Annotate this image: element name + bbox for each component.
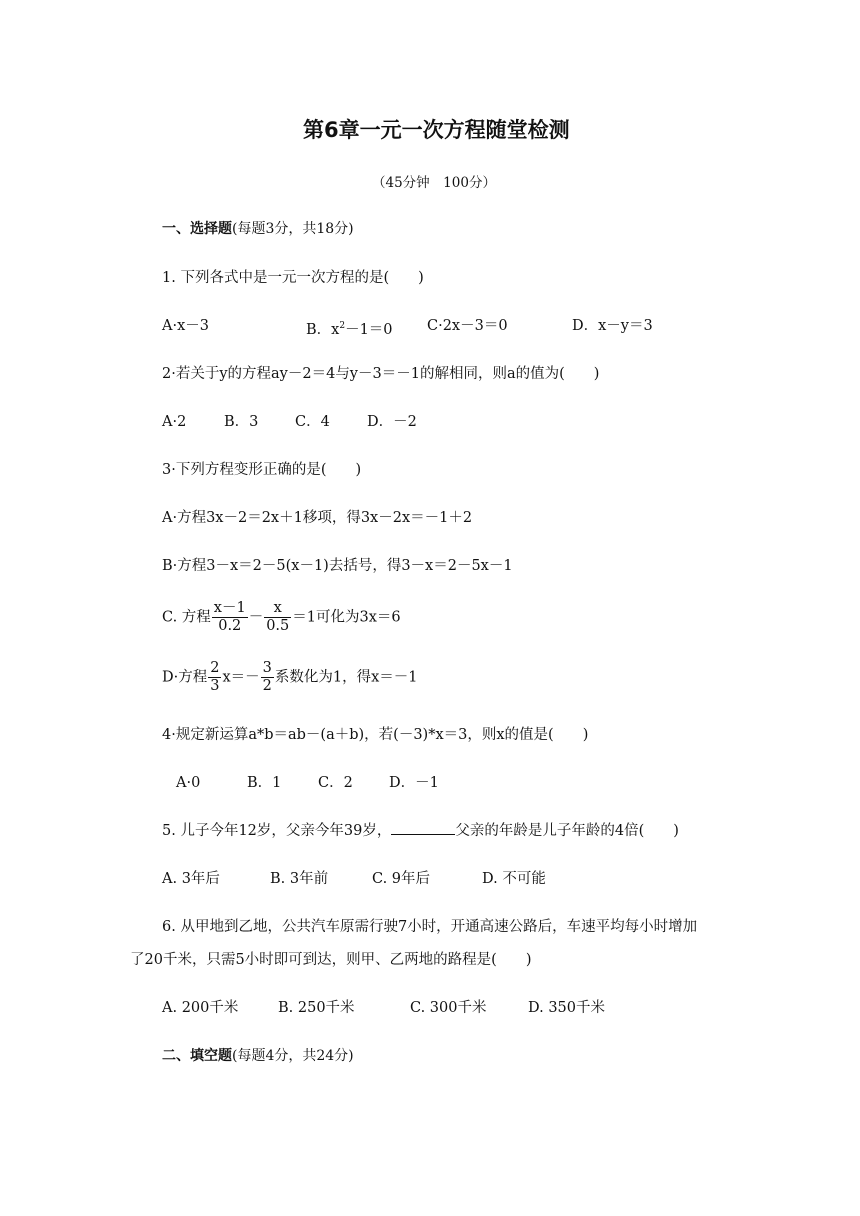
question-6-stem-line-1: 6. 从甲地到乙地，公共汽车原需行驶7小时，开通高速公路后，车速平均每小时增加 — [162, 919, 698, 935]
fraction-1 — [212, 600, 248, 635]
question-3-option-c — [162, 600, 401, 635]
question-3-option-b: B·方程3－x＝2－5(x－1)去括号，得3－x＝2－5x－1 — [162, 558, 513, 574]
question-5-option-c: C. 9年后 — [372, 871, 431, 887]
page-subtitle: （45分钟 100分） — [372, 175, 496, 191]
fraction-2-denominator: 0.5 — [266, 618, 290, 634]
fraction-3-numerator: 2 — [210, 660, 220, 676]
question-2-stem: 2·若关于y的方程ay－2＝4与y－3＝－1的解相同，则a的值为( ) — [162, 366, 600, 382]
question-6-option-c: C. 300千米 — [410, 1000, 487, 1016]
question-6-option-b: B. 250千米 — [278, 1000, 355, 1016]
section-2-heading — [162, 1046, 354, 1066]
fraction-3-denominator: 3 — [210, 678, 220, 694]
question-5-stem — [162, 820, 679, 841]
answer-blank — [391, 820, 455, 835]
question-6-option-d: D. 350千米 — [528, 1000, 606, 1016]
fraction-1-numerator: x－1 — [213, 600, 246, 616]
section-2-note: (每题4分，共24分) — [232, 1048, 354, 1064]
question-4-stem: 4·规定新运算a*b＝ab－(a＋b)，若(－3)*x＝3，则x的值是( ) — [162, 727, 589, 743]
question-4-option-a: A·0 — [176, 775, 201, 791]
question-1-stem: 1. 下列各式中是一元一次方程的是( ) — [162, 270, 424, 286]
question-6-stem-line-2: 了20千米，只需5小时即可到达，则甲、乙两地的路程是( ) — [130, 952, 532, 968]
option-d-middle: x＝－ — [222, 669, 260, 686]
option-b-exponent: 2 — [339, 321, 346, 331]
fraction-2-numerator: x — [264, 600, 291, 618]
question-3-option-d — [162, 660, 418, 695]
section-1-note: (每题3分，共18分) — [232, 221, 354, 237]
section-2-title: 二、填空题 — [162, 1048, 232, 1064]
fraction-2 — [264, 600, 291, 635]
option-b-base: B．x — [306, 321, 340, 338]
option-d-prefix: D·方程 — [162, 669, 208, 686]
fraction-1-denominator: 0.2 — [218, 618, 242, 634]
question-5-option-d: D. 不可能 — [482, 871, 546, 887]
question-1-option-c: C·2x－3＝0 — [427, 318, 508, 334]
option-c-prefix: C. 方程 — [162, 609, 211, 626]
question-2-option-c: C．4 — [295, 414, 330, 430]
question-1-option-b — [306, 316, 393, 340]
question-2-option-d: D．－2 — [367, 414, 417, 430]
option-c-suffix: ＝1可化为3x＝6 — [292, 609, 401, 626]
question-5-stem-start: 5. 儿子今年12岁，父亲今年39岁， — [162, 823, 392, 839]
option-d-suffix: 系数化为1，得x＝－1 — [274, 669, 418, 686]
fraction-3 — [208, 660, 221, 695]
question-3-option-a: A·方程3x－2＝2x＋1移项，得3x－2x＝－1＋2 — [162, 510, 473, 526]
question-5-option-b: B. 3年前 — [270, 871, 329, 887]
question-1-option-a: A·x－3 — [162, 318, 209, 334]
page-title: 第6章一元一次方程随堂检测 — [303, 118, 570, 142]
option-c-minus: － — [248, 609, 264, 626]
question-2-option-a: A·2 — [162, 414, 187, 430]
question-5-stem-end: 父亲的年龄是儿子年龄的4倍( ) — [455, 823, 679, 839]
fraction-4 — [261, 660, 274, 695]
question-4-option-c: C．2 — [318, 775, 353, 791]
question-3-stem: 3·下列方程变形正确的是( ) — [162, 462, 362, 478]
section-1-title: 一、选择题 — [162, 221, 232, 237]
question-5-option-a: A. 3年后 — [162, 871, 220, 887]
question-2-option-b: B．3 — [224, 414, 259, 430]
question-4-option-b: B．1 — [247, 775, 282, 791]
question-1-option-d: D．x－y＝3 — [572, 318, 653, 334]
fraction-4-denominator: 2 — [262, 678, 272, 694]
question-6-option-a: A. 200千米 — [162, 1000, 239, 1016]
option-b-rest: －1＝0 — [345, 321, 393, 338]
question-4-option-d: D．－1 — [389, 775, 439, 791]
fraction-4-numerator: 3 — [262, 660, 272, 676]
section-1-heading — [162, 219, 354, 239]
